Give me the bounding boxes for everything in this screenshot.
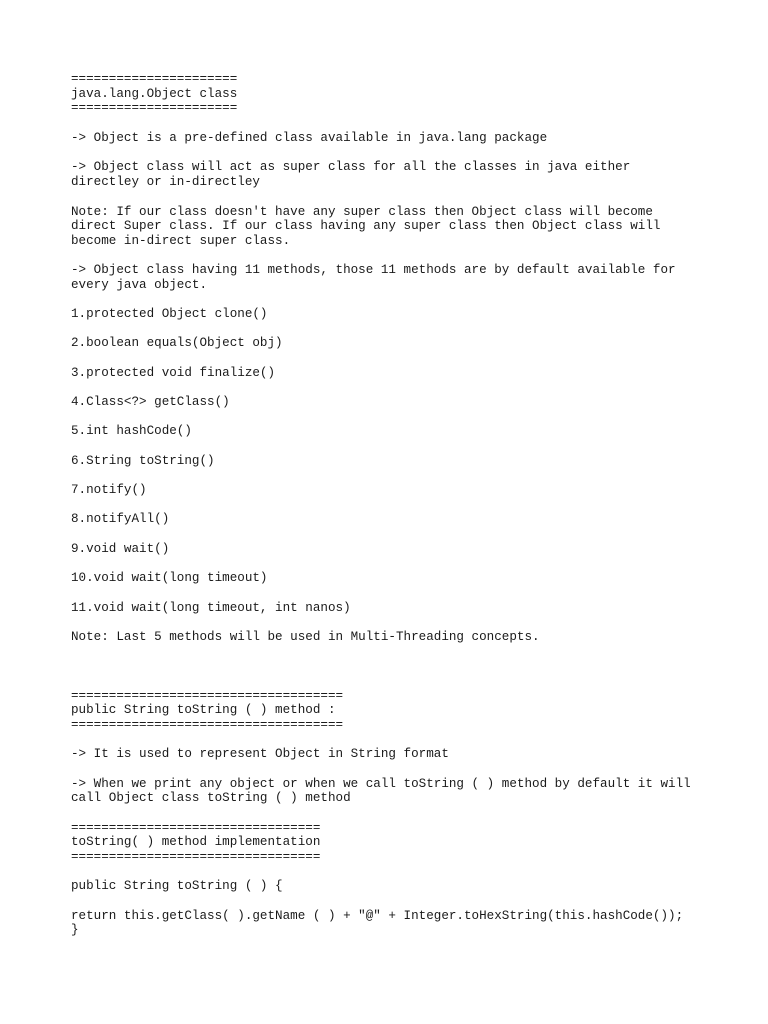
super-class-text-line-1: -> Object class will act as super class for all the classes in java either — [71, 160, 631, 174]
section-3-heading: toString( ) method implementation — [71, 835, 321, 849]
method-list-item: 2.boolean equals(Object obj) — [71, 336, 283, 350]
method-list-item: 11.void wait(long timeout, int nanos) — [71, 601, 351, 615]
method-list-item: 5.int hashCode() — [71, 424, 192, 438]
method-list-item: 1.protected Object clone() — [71, 307, 268, 321]
section-3-rule-bottom: ================================= — [71, 850, 321, 864]
code-line: public String toString ( ) { — [71, 879, 283, 893]
object-predefined-text: -> Object is a pre-defined class available in java.lang package — [71, 131, 548, 145]
methods-intro-line-1: -> Object class having 11 methods, those 11 methods are by default available for — [71, 263, 676, 277]
tostring-purpose-text: -> It is used to represent Object in String format — [71, 747, 449, 761]
method-list-item: 9.void wait() — [71, 542, 170, 556]
section-1-rule-bottom: ====================== — [71, 101, 238, 115]
section-2-rule-top: ==================================== — [71, 689, 344, 703]
tostring-default-line-1: -> When we print any object or when we call toString ( ) method by default it will — [71, 777, 691, 791]
section-2-rule-bottom: ==================================== — [71, 718, 344, 732]
method-list-item: 4.Class<?> getClass() — [71, 395, 230, 409]
note-super-class-line-1: Note: If our class doesn't have any super class then Object class will become — [71, 205, 653, 219]
section-2-heading: public String toString ( ) method : — [71, 703, 336, 717]
section-3-rule-top: ================================= — [71, 821, 321, 835]
method-list-item: 10.void wait(long timeout) — [71, 571, 268, 585]
method-list-item: 3.protected void finalize() — [71, 366, 276, 380]
method-list-item: 7.notify() — [71, 483, 147, 497]
method-list-item: 8.notifyAll() — [71, 512, 170, 526]
note-multithreading: Note: Last 5 methods will be used in Multi-Threading concepts. — [71, 630, 540, 644]
methods-intro-line-2: every java object. — [71, 278, 208, 292]
section-1-rule-top: ====================== — [71, 72, 238, 86]
code-line: return this.getClass( ).getName ( ) + "@" + Integer.toHexString(this.hashCode()); — [71, 909, 684, 923]
note-super-class-line-2: direct Super class. If our class having any super class then Object class will — [71, 219, 661, 233]
super-class-text-line-2: directley or in-directley — [71, 175, 260, 189]
note-super-class-line-3: become in-direct super class. — [71, 234, 291, 248]
code-line: } — [71, 923, 79, 937]
method-list-item: 6.String toString() — [71, 454, 215, 468]
section-1-heading: java.lang.Object class — [71, 87, 238, 101]
tostring-default-line-2: call Object class toString ( ) method — [71, 791, 351, 805]
